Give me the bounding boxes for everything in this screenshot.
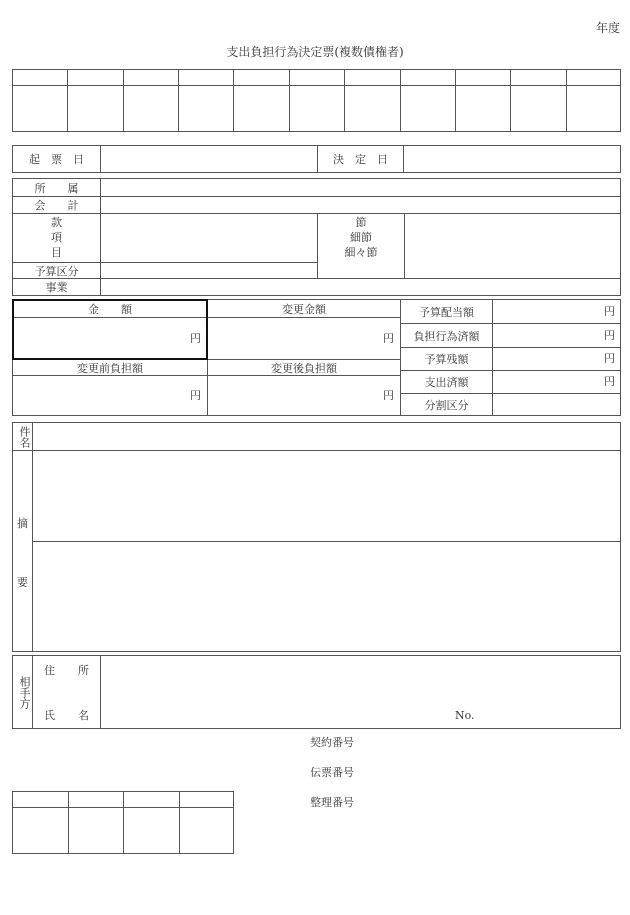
approval-header-cell[interactable] bbox=[566, 69, 621, 85]
affiliation-field[interactable] bbox=[101, 179, 620, 196]
budget-allocation-label: 予算配当額 bbox=[419, 305, 474, 319]
yen-unit: 円 bbox=[383, 389, 394, 402]
summary-label-1: 摘 bbox=[17, 517, 28, 530]
bottom-header-cell[interactable] bbox=[123, 791, 179, 807]
approval-stamp-cell[interactable] bbox=[178, 85, 233, 132]
amount-field[interactable] bbox=[13, 318, 207, 359]
budget-allocation-field[interactable] bbox=[493, 300, 620, 323]
page-title: 支出負担行為決定票(複数債権者) bbox=[226, 45, 404, 59]
approval-header-cell[interactable] bbox=[455, 69, 510, 85]
partner-name-field[interactable] bbox=[101, 692, 620, 728]
bottom-header-cell[interactable] bbox=[179, 791, 235, 807]
after-change-label: 変更後負担額 bbox=[271, 361, 337, 375]
installment-division-label: 分割区分 bbox=[424, 398, 469, 412]
budget-division-label: 予算区分 bbox=[34, 264, 79, 278]
budget-division-field[interactable] bbox=[101, 263, 317, 278]
yen-unit: 円 bbox=[604, 305, 615, 318]
subject-title-field[interactable] bbox=[33, 423, 620, 450]
decision-date-field[interactable] bbox=[404, 146, 620, 172]
dates-row bbox=[12, 145, 621, 173]
bottom-stamp-cell[interactable] bbox=[68, 807, 124, 854]
approval-header-cell[interactable] bbox=[178, 69, 233, 85]
approval-header-cell[interactable] bbox=[344, 69, 399, 85]
kan-kou-moku-label: 款 項 目 bbox=[51, 216, 62, 259]
bottom-stamp-cell[interactable] bbox=[123, 807, 179, 854]
accounting-label: 会 計 bbox=[34, 198, 79, 212]
approval-stamp-cell[interactable] bbox=[123, 85, 178, 132]
approval-stamp-cell[interactable] bbox=[289, 85, 344, 132]
slip-number-label: 伝票番号 bbox=[310, 766, 354, 779]
subject-block bbox=[12, 422, 621, 652]
kan-kou-moku-field[interactable] bbox=[101, 214, 317, 262]
summary-field-upper[interactable] bbox=[33, 451, 620, 541]
classification-block bbox=[12, 178, 621, 296]
bottom-header-cell[interactable] bbox=[68, 791, 124, 807]
project-label: 事業 bbox=[45, 281, 68, 294]
summary-label-2: 要 bbox=[17, 576, 28, 589]
changed-amount-label: 変更金額 bbox=[282, 302, 326, 316]
approval-header-cell[interactable] bbox=[123, 69, 178, 85]
committed-amount-field[interactable] bbox=[493, 324, 620, 347]
reference-number-label: 整理番号 bbox=[310, 796, 354, 809]
approval-stamp-cell[interactable] bbox=[566, 85, 621, 132]
draft-date-label: 起 票 日 bbox=[13, 146, 101, 172]
setsu-field[interactable] bbox=[405, 214, 620, 278]
approval-stamp-cell[interactable] bbox=[400, 85, 455, 132]
yen-unit: 円 bbox=[383, 332, 394, 345]
approval-header-cell[interactable] bbox=[12, 69, 67, 85]
yen-unit: 円 bbox=[190, 332, 201, 345]
budget-remaining-field[interactable] bbox=[493, 348, 620, 370]
amount-label: 金 額 bbox=[88, 302, 132, 316]
installment-division-field[interactable] bbox=[493, 394, 620, 415]
approval-stamp-cell[interactable] bbox=[67, 85, 122, 132]
partner-no-label: No. bbox=[455, 709, 475, 722]
approval-stamp-cell[interactable] bbox=[455, 85, 510, 132]
expended-amount-label: 支出済額 bbox=[424, 376, 469, 389]
fiscal-year-label: 年度 bbox=[596, 21, 621, 35]
changed-amount-field[interactable] bbox=[208, 318, 400, 359]
approval-stamp-cell[interactable] bbox=[12, 85, 67, 132]
summary-field-lower[interactable] bbox=[33, 542, 620, 651]
address-label-1: 住 bbox=[44, 664, 55, 677]
yen-unit: 円 bbox=[604, 329, 615, 342]
subject-title-label: 件名 bbox=[18, 426, 31, 448]
yen-unit: 円 bbox=[604, 375, 615, 388]
committed-amount-label: 負担行為済額 bbox=[413, 329, 480, 343]
before-change-label: 変更前負担額 bbox=[77, 361, 143, 375]
approval-header-cell[interactable] bbox=[233, 69, 288, 85]
expended-amount-field[interactable] bbox=[493, 371, 620, 393]
setsu-label: 節 細節 細々節 bbox=[344, 216, 378, 259]
bottom-stamp-cell[interactable] bbox=[12, 807, 68, 854]
partner-address-field[interactable] bbox=[101, 656, 620, 692]
approval-header-cell[interactable] bbox=[400, 69, 455, 85]
affiliation-label: 所 属 bbox=[34, 181, 79, 195]
yen-unit: 円 bbox=[190, 389, 201, 402]
bottom-header-cell[interactable] bbox=[12, 791, 68, 807]
name-label-1: 氏 bbox=[44, 709, 55, 722]
approval-stamp-cell[interactable] bbox=[344, 85, 399, 132]
approval-stamp-cell[interactable] bbox=[510, 85, 565, 132]
partner-block bbox=[12, 655, 621, 729]
approval-stamp-cell[interactable] bbox=[233, 85, 288, 132]
contract-number-label: 契約番号 bbox=[310, 736, 354, 749]
partner-section-label: 相手方 bbox=[18, 676, 31, 709]
bottom-stamp-cell[interactable] bbox=[179, 807, 235, 854]
approval-header-cell[interactable] bbox=[510, 69, 565, 85]
draft-date-field[interactable] bbox=[101, 146, 317, 172]
before-change-field[interactable] bbox=[13, 376, 207, 415]
approval-header-cell[interactable] bbox=[67, 69, 122, 85]
budget-remaining-label: 予算残額 bbox=[424, 353, 469, 366]
project-field[interactable] bbox=[101, 279, 620, 295]
yen-unit: 円 bbox=[604, 352, 615, 365]
decision-date-label: 決 定 日 bbox=[317, 146, 404, 172]
accounting-field[interactable] bbox=[101, 196, 620, 213]
name-label-2: 名 bbox=[78, 709, 89, 722]
amount-block bbox=[12, 299, 621, 416]
approval-header-cell[interactable] bbox=[289, 69, 344, 85]
address-label-2: 所 bbox=[78, 664, 89, 677]
after-change-field[interactable] bbox=[208, 376, 400, 415]
